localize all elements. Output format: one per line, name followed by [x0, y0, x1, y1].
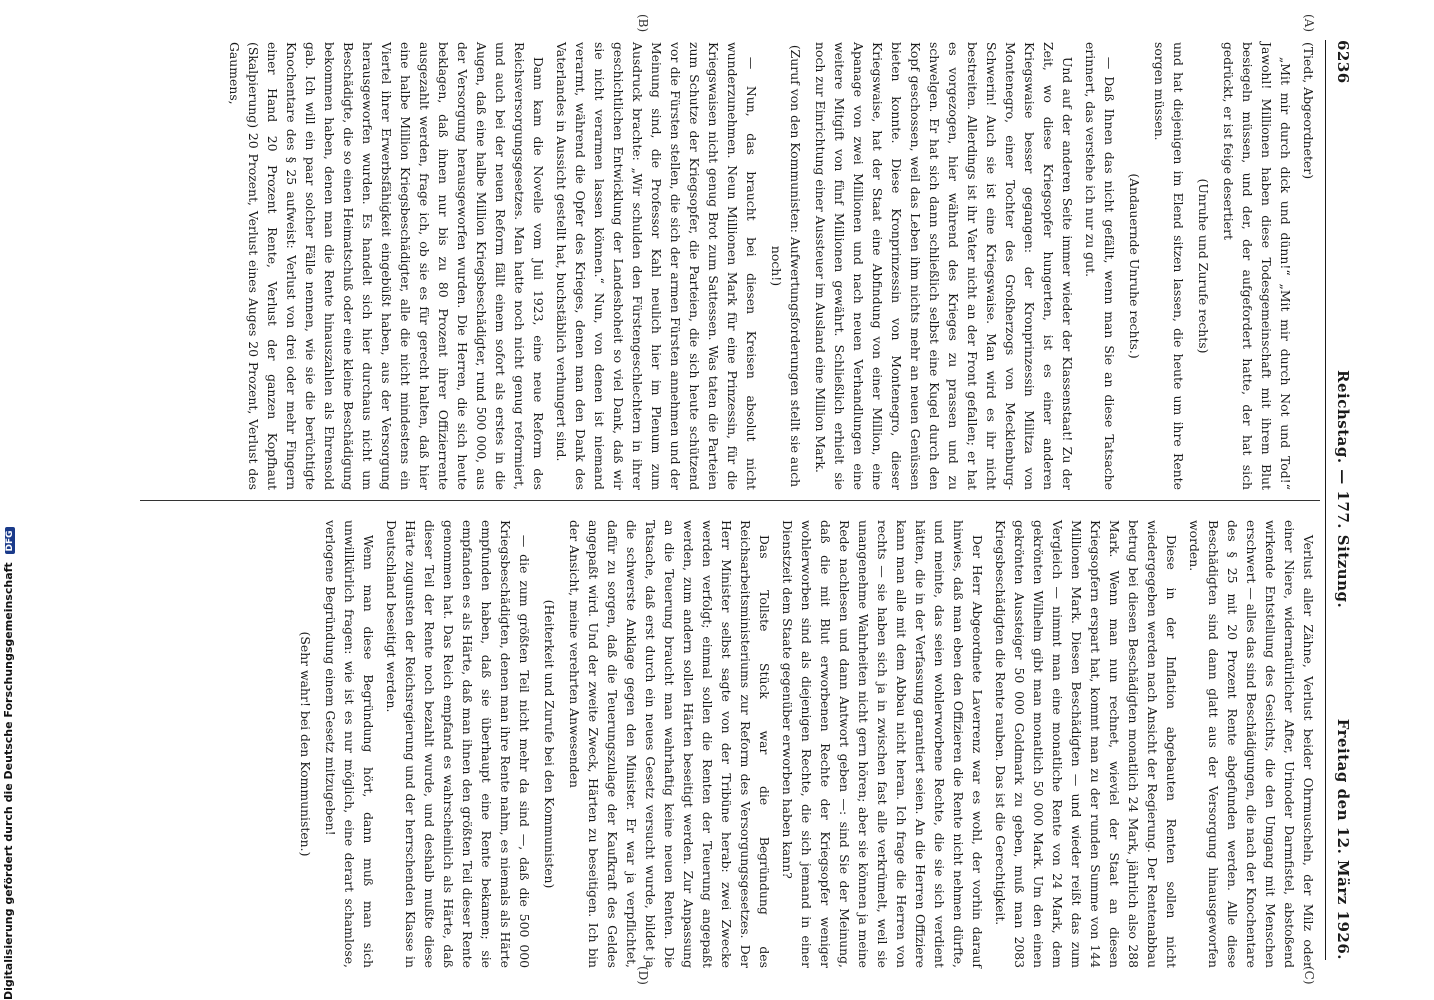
left-column-paragraph: (Zuruf von den Kommunisten: Aufwertungsforderungen stellt sie auch noch!): [769, 44, 803, 488]
column-divider: [140, 500, 1320, 501]
left-column-paragraph: (Andauernde Unruhe rechts.): [1127, 173, 1142, 359]
left-column: [221, 42, 1318, 490]
left-column-paragraph: (Unruhe und Zurufe rechts): [1196, 178, 1211, 354]
left-column-paragraph: — Nun, das braucht bei diesen Kreisen absolut nicht wunderzunehmen. Neun Millionen Mark für eine Prinzessin, für die Kriegswaisen nicht genug Brot zum Sattessen. Was taten die Parteien zum Schutze der Kriegsopfer, die Parteien, die sich heute schützend vor die Fürsten stellen, die sich der armen Fürsten annehmen und der Meinung sind, die Professor Kahl neulich hier im Plenum zum Ausdruck brachte: „Wir schulden den Fürstengeschlechtern in ihrer geschichtlichen Entwicklung der Landeshoheit so viel Dank, daß wir sie nicht verarmen lassen können.“ Nun, von denen ist niemand verarmt, während die Opfer des Krieges, denen man den Dank des Vaterlandes in Aussicht gestellt hat, buchstäblich verhungert sind.: [554, 42, 759, 490]
session-date: Freitag den 12. März 1926.: [1334, 718, 1352, 960]
digitization-credit: [2, 527, 15, 1000]
right-column-paragraph: (Heiterkeit und Zurufe bei den Kommunisten): [542, 599, 557, 889]
right-column: [290, 520, 1318, 968]
left-column-paragraph: (Tiedt, Abgeordneter): [1301, 42, 1316, 180]
margin-mark-c: (C): [1302, 966, 1316, 985]
running-head: [1328, 40, 1352, 960]
right-column-paragraph: Der Herr Abgeordnete Laverrenz war es wohl, der vorhin darauf hinwies, daß man eben den Offizieren die Rente nicht nehmen dürfte, und meinte, das seien wohlerworbene Rechte, die sie sich verdient hätten, die in der Verfassung garantiert seien. An die Herren Offiziere kann man alle mit dem Abbau nicht heran. Ich frage die Herren von rechts — sie haben sich ja in zwischen fast alle verkrümelt, weil sie unangenehme Wahrheiten nicht gern hören; aber sie können ja meine Rede nachlesen und dann Antwort geben —: sind Sie der Meinung, daß die mit Blut erworbenen Rechte der Kriegsopfer weniger wohlerworben sind als diejenigen Rechte, die sich jemand in einer Dienstzeit dem Staate gegenüber erworben haben kann?: [780, 520, 985, 968]
session-title: Reichstag. — 177. Sitzung.: [1334, 370, 1352, 609]
document-page: [76, 0, 1370, 1000]
right-column-paragraph: — die zum größten Teil nicht mehr da sind —, daß die 500 000 Kriegsbeschädigten, denen man ihre Rente nahm, es niemals als Härte empfunden haben, daß sie überhaupt eine Rente bekamen; sie empfanden es als Härte, daß man ihnen den größten Teil dieser Rente genommen hat. Das Reich empfand es wahrscheinlich als Härte, daß dieser Teil der Rente noch bezahlt wurde, und deshalb mußte diese Härte zugunsten der Reichsregierung und der herrschenden Klasse in Deutschland beseitigt werden.: [384, 520, 532, 968]
credit-text: Digitalisierung gefördert durch die Deutsche Forschungsgemeinschaft: [2, 562, 15, 1000]
left-column-paragraph: und hat diejenigen im Elend sitzen lassen, die heute um ihre Rente sorgen müssen.: [1152, 42, 1186, 490]
dfg-logo: DFG: [5, 527, 15, 554]
left-column-paragraph: Und auf der anderen Seite immer wieder der Klassenstaat! Zu der Zeit, wo diese Kriegsopfer hungerten, ist es einer anderen Kriegswaise besser gegangen: der Kronprinzessin Militza von Montenegro, einer Tochter des Großherzogs von Mecklenburg-Schwerin! Auch sie ist eine Kriegswaise. Man wird es ihr nicht bestreiten. Allerdings ist ihr Vater nicht an der Front gefallen; er hat es vorgezogen, hier während des Krieges zu prassen und zu schwelgen. Er hat sich dann schließlich selbst eine Kugel durch den Kopf geschossen, weil das Leben ihm nichts mehr an neuen Genüssen bieten konnte. Diese Kronprinzessin von Montenegro, dieser Kriegswaise, hat der Staat eine Abfindung von einer Million, eine Apanage von zwei Millionen und nach neuen Verhandlungen eine weitere Mitgift von fünf Millionen gewährt. Schließlich erhielt sie noch zur Einrichtung einer Aussteuer im Ausland eine Million Mark.: [813, 42, 1075, 490]
margin-mark-d: (D): [636, 966, 650, 985]
margin-mark-a: (A): [1302, 14, 1316, 33]
left-column-paragraph: „Mit mir durch dick und dünn!“ „Mit mir durch Not und Tod!“ Jawohl! Millionen haben diese Todesgemeinschaft mit ihrem Blut besiegeln müssen, und der, der aufgefordert hatte, der hat sich gedrückt, er ist feige desertiert: [1221, 42, 1293, 490]
right-column-paragraph: (Sehr wahr! bei den Kommunisten.): [298, 631, 313, 857]
right-column-paragraph: Verlust aller Zähne, Verlust beider Ohrmuscheln, der Milz oder einer Niere, widernatürlicher After, Urinoder Darmfistel, abstoßend wirkende Entstellung des Gesichts, die den Umgang mit Menschen erschwert — alles das sind Beschädigungen, die nach der Knochentare des § 25 mit 20 Prozent Rente abgefunden werden. Alle diese Beschädigten sind dann glatt aus der Versorgung hinausgeworfen worden.: [1187, 520, 1316, 968]
page-number: 6236: [1334, 40, 1352, 84]
right-column-paragraph: Diese in der Inflation abgebauten Renten sollen nicht wiedergegeben werden nach Ansicht der Regierung. Der Rentenabbau betrug bei diesen Beschädigten monatlich 24 Mark, jährlich also 288 Mark. Wenn man nun rechnet, wieviel der Staat an diesen Kriegsopfern erspart hat, kommt man zu der runden Summe von 144 Millionen Mark. Diesen Beschädigten — und wieder reißt das zum Vergleich — nimmt man eine monatliche Rente von 24 Mark, dem gekrönten Wilhelm gibt man monatlich 50 000 Mark. Um den einen gekrönten Aussteiger 50 000 Goldmark zu geben, muß man 2083 Kriegsbeschädigten die Rente rauben. Das ist die Gerechtigkeit.: [993, 520, 1179, 968]
right-column-paragraph: Das Tollste Stück war die Begründung des Reichsarbeitsministeriums zur Reform des Versorgungsgesetzes. Der Herr Minister selbst sagte von der Tribüne herab: zwei Zwecke werden verfolgt; einmal sollen die Renten der Teuerung angepaßt werden, zum andern sollen Härten beseitigt werden. Zur Anpassung an die Teuerung braucht man wahrhaftig keine neuen Renten. Die Tatsache, daß erst durch ein neues Gesetz versucht wurde, bildet ja die schwerste Anklage gegen den Minister. Er war ja verpflichtet, dafür zu sorgen, daß die Teuerungszulage der Kaufkraft des Geldes angepaßt wird. Und der zweite Zweck, Härten zu beseitigen. Ich bin der Ansicht, meine verehrten Anwesenden: [567, 520, 772, 968]
header-rule: [1325, 40, 1326, 960]
left-column-paragraph: — Daß Ihnen das nicht gefällt, wenn man Sie an diese Tatsache erinnert, das verstehe ich nur zu gut.: [1083, 42, 1117, 490]
margin-mark-b: (B): [636, 14, 650, 33]
left-column-paragraph: Dann kam die Novelle vom Juli 1923, eine neue Reform des Reichsversorgungsgesetzes. Man hatte noch nicht genug reformiert, und auch bei der neuen Reform fällt einem sofort als erstes in die Augen, daß eine halbe Million Kriegsbeschädigter, rund 500 000, aus der Versorgung herausgeworfen wurden. Die Herren, die sich heute beklagen, daß ihnen nur bis zu 80 Prozent ihrer Offizierrente ausgezahlt werden, frage ich, ob sie es für gerecht halten, daß hier eine halbe Million Kriegsbeschädigter, alle die nicht mindestens ein Viertel ihrer Erwerbsfähigkeit eingebüßt haben, aus der Versorgung herausgeworfen wurden. Es handelt sich hier durchaus nicht um Beschädigte, die so einen Heimatschuß oder eine kleine Beschädigung bekommen haben, denen man die Rente hinauszahlen als Ehrensold gab. Ich will ein paar solcher Fälle nennen, wie sie die berüchtigte Knochentare des § 25 aufweist: Verlust von drei oder mehr Fingern einer Hand 20 Prozent Rente, Verlust der ganzen Kopfhaut (Skalpierung) 20 Prozent, Verlust eines Auges 20 Prozent, Verlust des Gaumens,: [227, 42, 546, 490]
right-column-paragraph: Wenn man diese Begründung hört, dann muß man sich unwillkürlich fragen: wie ist es nur möglich, eine derart schamlose, verlogene Begründung einem Gesetz mitzugeben!: [323, 520, 376, 968]
